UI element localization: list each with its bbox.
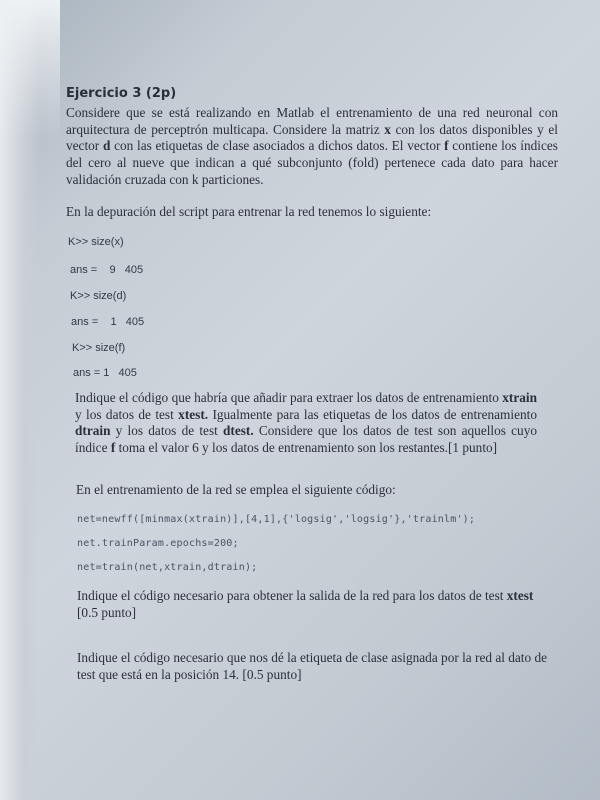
text-run: y los datos de test [75,406,179,422]
bold-term: xtest [506,588,534,603]
console-line: ans = 9 405 [70,264,144,276]
text-run: Indique el código necesario para obtener la salida de la red para los datos de test [77,588,507,603]
exercise-title: Ejercicio 3 (2p) [66,86,177,101]
console-line: K>> size(f) [72,342,126,354]
bold-term: dtrain [75,423,111,439]
code-line: net.trainParam.epochs=200; [77,538,239,549]
console-line: K>> size(d) [70,290,127,302]
bold-term: x [384,121,391,137]
text-run: Igualmente para las etiquetas de los datos de entrenamiento [208,406,537,422]
bold-term: dtest. [223,423,254,439]
console-line: K>> size(x) [68,236,124,248]
bold-term: d [102,138,111,154]
debug-intro: En la depuración del script para entrenar la red tenemos lo siguiente: [66,204,432,219]
task-network-output [77,588,547,621]
bold-term: xtrain [502,390,537,405]
text-run: toma el valor 6 y los datos de entrenamiento son los restantes.[1 punto] [115,440,498,456]
exercise-intro [66,105,558,189]
text-run: contiene los índices del cero al nueve que indican a qué subconjunto (fold) pertenece cada dato para hacer validación cruzada con k particiones. [66,138,558,187]
text-run: [0.5 punto] [77,604,137,620]
text-run: con las etiquetas de clase asociados a dichos datos. El vector [110,138,445,154]
console-line: ans = 1 405 [71,316,145,328]
training-intro: En el entrenamiento de la red se emplea el siguiente código: [76,482,396,497]
text-run: y los datos de test [110,423,224,439]
task-extract-data [75,390,537,457]
task-class-label [77,650,547,683]
text-run: Indique el código que habría que añadir para extraer los datos de entrenamiento [75,390,503,405]
code-line: net=train(net,xtrain,dtrain); [77,562,258,573]
bold-term: xtest. [178,406,209,422]
exam-sheet [20,0,600,800]
text-run: con los datos disponibles y el vector [66,121,558,154]
text-run: Considere que los datos de test son aquellos cuyo índice [75,423,537,456]
code-line: net=newff([minmax(xtrain)],[4,1],{'logsig','logsig'},'trainlm'); [77,514,476,525]
console-line: ans = 1 405 [73,367,137,379]
bold-term: f [110,440,116,456]
text-run: Considere que se está realizando en Matlab el entrenamiento de una red neuronal con arquitectura de perceptrón multicapa. Considere la matriz [66,105,558,137]
bold-term: f [444,138,449,154]
text-run: Indique el código necesario que nos dé la etiqueta de clase asignada por la red al dato de test que está en la posición 14. [0.5 punto] [77,650,548,682]
